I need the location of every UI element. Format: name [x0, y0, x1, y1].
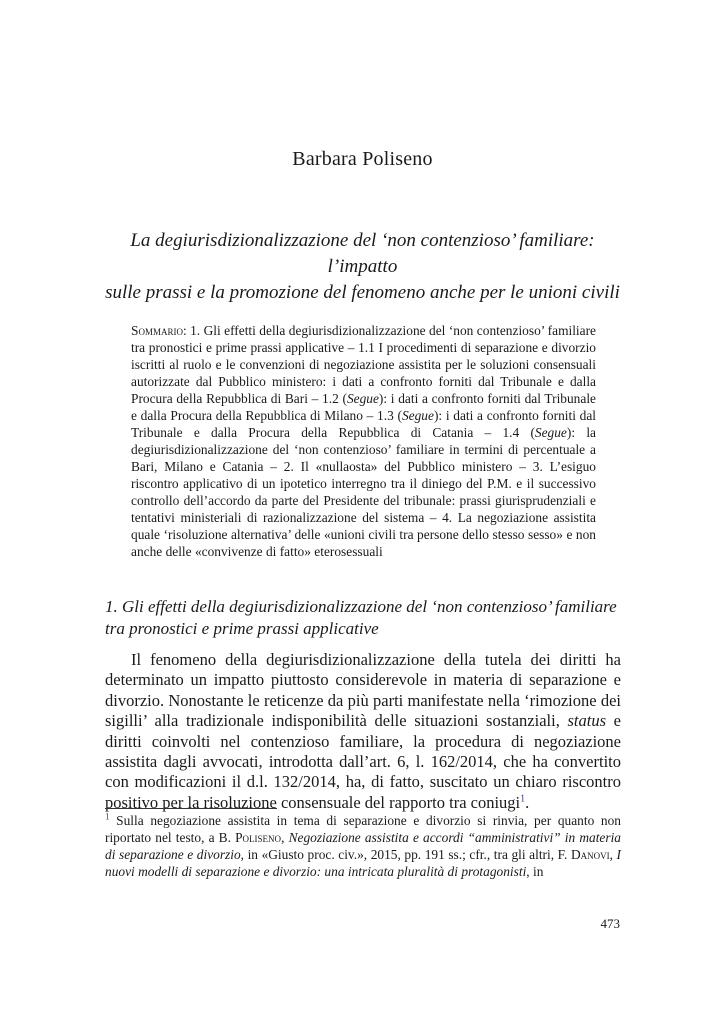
footnote-author-1: Poliseno: [235, 830, 282, 845]
footnote-work-1: Negoziazione assistita e accordi “amministrativi” in materia di separazione e divorzio: [105, 830, 621, 862]
footnote-text-b: ,: [281, 830, 289, 845]
footnote: [105, 812, 621, 880]
body-text-2: e diritti coinvolti nel contenzioso familiare, la procedura di negoziazione assistita dagli avvocati, introdotta dall’art. 6, l. 162/2014, che ha convertito con modificazioni il d.l. 132/2014, ha, di fatto, suscitato un chiaro riscontro positivo per la risoluzione consensuale del rapporto tra coniugi: [105, 711, 621, 812]
summary-segue-2: Segue: [401, 408, 434, 423]
footnote-text-d: ,: [609, 847, 617, 862]
title-line-2: sulle prassi e la promozione del fenomeno anche per le unioni civili: [105, 282, 620, 303]
section-heading: 1. Gli effetti della degiurisdizionalizzazione del ‘non contenzioso’ familiare tra pronostici e prime prassi applicative: [105, 597, 617, 638]
author-name: Barbara Poliseno: [292, 148, 433, 170]
summary-text-1: : 1. Gli effetti della degiurisdizionalizzazione del ‘non contenzioso’ familiare tra pronostici e prime prassi applicative – 1.1 I procedimenti di separazione e divorzio iscritti al ruolo e le convenzioni di negoziazione assistita per le soluzioni consensuali autorizzate dal Pubblico ministero: i dati a confronto forniti dal Tribunale e dalla Procura della Repubblica di Bari – 1.2 (: [131, 323, 596, 406]
footnote-text-e: , in: [526, 864, 544, 879]
title-line-1: La degiurisdizionalizzazione del ‘non contenzioso’ familiare: l’impatto: [130, 230, 595, 277]
body-paragraph: [105, 650, 621, 813]
footnote-divider: [105, 808, 277, 809]
article-title: [96, 228, 629, 306]
summary-text-4: ): la degiurisdizionalizzazione del ‘non contenzioso’ familiare in termini di percentuale a Bari, Milano e Catania – 2. Il «nullaosta» del Pubblico ministero – 3. L’esiguo riscontro applicativo di un ipotetico interregno tra il diniego del P.M. e il successivo controllo dell’accordo da parte del Presidente del tribunale: prassi giurisprudenziali e tentativi ministeriali di razionalizzazione del sistema – 4. La negoziazione assistita quale ‘risoluzione alternativa’ delle «unioni civili tra persone dello stesso sesso» e non anche delle «convivenze di fatto» eterosessuali: [131, 425, 596, 559]
summary-text-2: ): i dati a confronto forniti dal Tribunale e dalla Procura della Repubblica di Milano – 1.3 (: [131, 391, 596, 423]
summary-text-3: ): i dati a confronto forniti dal Tribunale e dalla Procura della Repubblica di Catania – 1.4 (: [131, 408, 596, 440]
footnote-text-c: , in «Giusto proc. civ.», 2015, pp. 191 ss.; cfr., tra gli altri, F.: [240, 847, 571, 862]
summary-label: Sommario: [131, 323, 183, 338]
body-text-1: Il fenomeno della degiurisdizionalizzazione della tutela dei diritti ha determinato un impatto piuttosto considerevole in materia di separazione e divorzio. Nonostante le reticenze da più parti manifestate nella ‘rimozione dei sigilli’ alla tradizionale indisponibilità delle situazioni sostanziali,: [105, 650, 621, 731]
footnote-work-2: I nuovi modelli di separazione e divorzio: una intricata pluralità di protagonisti: [105, 847, 621, 879]
body-status-term: status: [567, 711, 607, 731]
footnote-reference[interactable]: 1: [520, 793, 526, 805]
page-number: 473: [600, 916, 620, 931]
summary-abstract: [131, 322, 596, 560]
footnote-number: 1: [105, 811, 110, 822]
footnote-text-a: Sulla negoziazione assistita in tema di separazione e divorzio si rinvia, per quanto non riportato nel testo, a B.: [105, 813, 621, 845]
body-text-3: .: [525, 792, 530, 812]
summary-segue-1: Segue: [346, 391, 379, 406]
summary-segue-3: Segue: [534, 425, 567, 440]
footnote-author-2: Danovi: [570, 847, 610, 862]
